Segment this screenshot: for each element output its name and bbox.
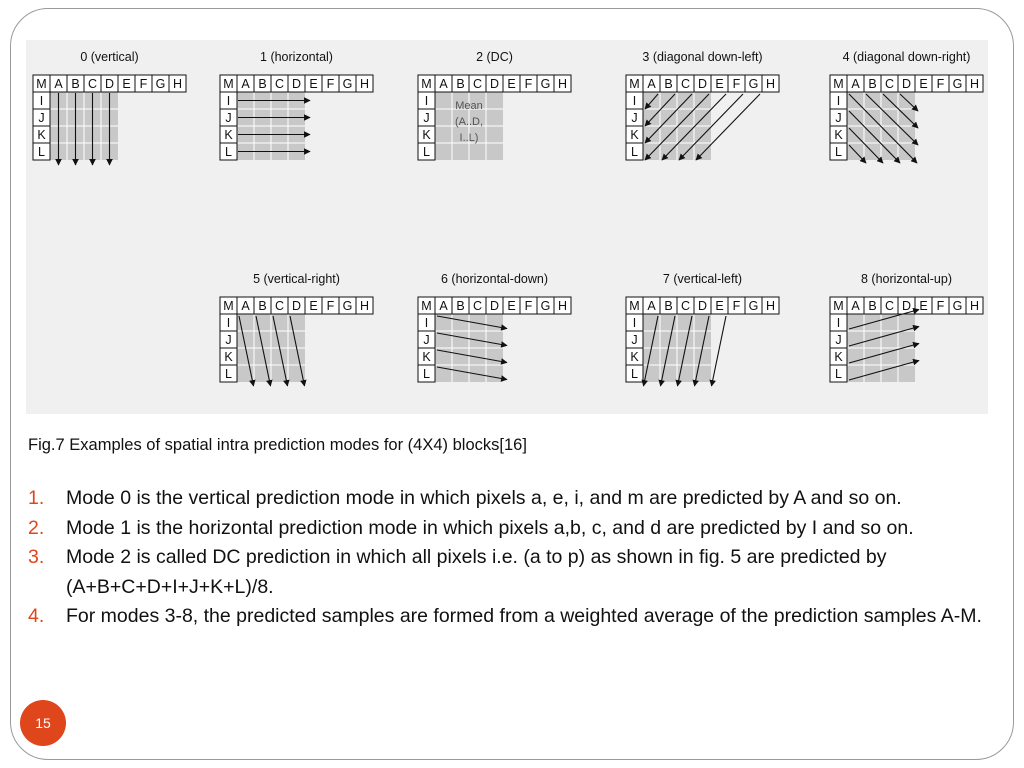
cell-label: A [439, 77, 448, 91]
cell-label: M [833, 299, 844, 313]
cell-label: D [489, 77, 500, 91]
figure-caption: Fig.7 Examples of spatial intra prediction modes for (4X4) blocks[16] [28, 436, 527, 454]
cell-label: B [664, 299, 673, 313]
cell-label: F [732, 299, 741, 313]
cell-label: J [423, 111, 430, 125]
page-number-badge: 15 [20, 700, 66, 746]
mode-diagram-3 [626, 50, 779, 160]
cell-label: E [309, 299, 318, 313]
mode-title: 3 (diagonal down-left) [642, 50, 763, 64]
cell-label: H [359, 299, 370, 313]
cell-label: L [423, 367, 430, 381]
prediction-arrow [712, 316, 727, 386]
cell-label: B [258, 77, 267, 91]
cell-label: I [424, 94, 429, 108]
cell-label: E [507, 299, 516, 313]
cell-label: G [748, 77, 759, 91]
cell-label: A [647, 77, 656, 91]
cell-label: K [224, 128, 233, 142]
cell-label: M [223, 299, 234, 313]
cell-label: D [901, 77, 912, 91]
cell-label: F [326, 77, 335, 91]
cell-label: L [631, 367, 638, 381]
cell-label: K [834, 350, 843, 364]
cell-label: B [456, 77, 465, 91]
cell-label: C [274, 299, 285, 313]
cell-label: M [629, 77, 640, 91]
cell-label: J [225, 333, 232, 347]
cell-label: M [223, 77, 234, 91]
cell-label: B [868, 299, 877, 313]
mode-title: 6 (horizontal-down) [441, 272, 548, 286]
cell-label: K [422, 128, 431, 142]
list-number: 1. [28, 487, 45, 509]
dc-label: (A..D, [454, 116, 484, 128]
cell-label: A [851, 299, 860, 313]
cell-label: E [715, 299, 724, 313]
cell-label: D [697, 299, 708, 313]
cell-label: G [748, 299, 759, 313]
cell-label: H [172, 77, 183, 91]
mode-diagram-5 [220, 272, 373, 386]
cell-label: A [439, 299, 448, 313]
cell-label: E [507, 77, 516, 91]
mode-diagram-6 [418, 272, 571, 382]
cell-label: B [868, 77, 877, 91]
cell-label: A [241, 299, 250, 313]
cell-label: D [291, 77, 302, 91]
cell-label: H [359, 77, 370, 91]
cell-label: L [38, 145, 45, 159]
mode-title: 2 (DC) [476, 50, 513, 64]
mode-title: 0 (vertical) [80, 50, 139, 64]
cell-label: G [952, 299, 963, 313]
mode-diagram-7 [626, 272, 779, 386]
cell-label: L [835, 145, 842, 159]
cell-label: L [225, 367, 232, 381]
cell-label: I [226, 94, 231, 108]
cell-label: I [836, 316, 841, 330]
list-number: 2. [28, 516, 45, 539]
cell-label: C [274, 77, 285, 91]
cell-label: K [224, 350, 233, 364]
mode-title: 7 (vertical-left) [662, 272, 743, 286]
cell-label: B [258, 299, 267, 313]
cell-label: C [87, 77, 98, 91]
cell-label: L [423, 145, 430, 159]
cell-label: I [226, 316, 231, 330]
cell-label: J [835, 111, 842, 125]
cell-label: J [225, 111, 232, 125]
list-item [28, 543, 1003, 602]
cell-label: B [664, 77, 673, 91]
notes-list [28, 484, 1003, 632]
cell-label: F [139, 77, 148, 91]
mode-title: 4 (diagonal down-right) [842, 50, 971, 64]
cell-label: F [732, 77, 741, 91]
cell-label: E [309, 77, 318, 91]
list-text: Mode 0 is the vertical prediction mode in which pixels a, e, i, and m are predicted by A and so on. [66, 487, 902, 509]
list-number: 4. [28, 605, 45, 627]
cell-label: M [629, 299, 640, 313]
cell-label: I [632, 316, 637, 330]
cell-label: K [630, 350, 639, 364]
mode-diagram-0 [33, 50, 186, 165]
cell-label: G [342, 299, 353, 313]
cell-label: F [524, 299, 533, 313]
cell-label: G [155, 77, 166, 91]
cell-label: C [884, 299, 895, 313]
list-item [28, 484, 1003, 514]
mode-diagram-8 [830, 272, 983, 382]
list-text: For modes 3-8, the predicted samples are formed from a weighted average of the prediction samples A-M. [66, 605, 982, 627]
cell-label: E [715, 77, 724, 91]
cell-label: G [540, 299, 551, 313]
list-item [28, 602, 1003, 632]
cell-label: L [835, 367, 842, 381]
list-text: Mode 1 is the horizontal prediction mode in which pixels a,b, c, and d are predicted by I and so on. [66, 516, 914, 539]
cell-label: K [37, 128, 46, 142]
cell-label: G [952, 77, 963, 91]
cell-label: C [680, 299, 691, 313]
cell-label: G [342, 77, 353, 91]
cell-label: K [834, 128, 843, 142]
list-number: 3. [28, 546, 45, 568]
mode-diagram-2 [418, 50, 571, 160]
cell-label: H [969, 77, 980, 91]
dc-label: Mean [455, 100, 483, 112]
cell-label: M [421, 77, 432, 91]
mode-diagram-4 [830, 50, 983, 163]
prediction-modes-diagram [26, 40, 988, 414]
cell-label: F [326, 299, 335, 313]
cell-label: B [456, 299, 465, 313]
cell-label: C [472, 299, 483, 313]
cell-label: K [630, 128, 639, 142]
cell-label: E [122, 77, 131, 91]
cell-label: C [472, 77, 483, 91]
cell-label: D [291, 299, 302, 313]
cell-label: I [836, 94, 841, 108]
cell-label: K [422, 350, 431, 364]
cell-label: J [423, 333, 430, 347]
list-text: Mode 2 is called DC prediction in which all pixels i.e. (a to p) as shown in fig. 5 are predicted by (A+B+C+D+I+J+K+L)/8. [66, 546, 887, 598]
cell-label: A [851, 77, 860, 91]
list-item [28, 514, 1003, 544]
cell-label: D [489, 299, 500, 313]
cell-label: F [936, 299, 945, 313]
mode-title: 1 (horizontal) [260, 50, 333, 64]
cell-label: E [919, 77, 928, 91]
cell-label: A [647, 299, 656, 313]
cell-label: J [38, 111, 45, 125]
cell-label: J [835, 333, 842, 347]
cell-label: F [936, 77, 945, 91]
cell-label: D [697, 77, 708, 91]
intra-prediction-figure [26, 40, 988, 414]
cell-label: B [71, 77, 80, 91]
cell-label: C [680, 77, 691, 91]
cell-label: E [919, 299, 928, 313]
cell-label: F [524, 77, 533, 91]
cell-label: G [540, 77, 551, 91]
cell-label: H [765, 77, 776, 91]
cell-label: M [833, 77, 844, 91]
cell-label: A [54, 77, 63, 91]
cell-label: L [631, 145, 638, 159]
cell-label: M [421, 299, 432, 313]
cell-label: J [631, 333, 638, 347]
cell-label: A [241, 77, 250, 91]
cell-label: H [969, 299, 980, 313]
cell-label: I [39, 94, 44, 108]
cell-label: I [424, 316, 429, 330]
cell-label: C [884, 77, 895, 91]
cell-label: D [104, 77, 115, 91]
cell-label: I [632, 94, 637, 108]
cell-label: M [36, 77, 47, 91]
cell-label: H [765, 299, 776, 313]
mode-title: 8 (horizontal-up) [860, 272, 953, 286]
dc-label: I..L) [459, 132, 479, 144]
cell-label: J [631, 111, 638, 125]
cell-label: D [901, 299, 912, 313]
cell-label: L [225, 145, 232, 159]
mode-diagram-1 [220, 50, 373, 160]
cell-label: H [557, 77, 568, 91]
mode-title: 5 (vertical-right) [253, 272, 340, 286]
cell-label: H [557, 299, 568, 313]
